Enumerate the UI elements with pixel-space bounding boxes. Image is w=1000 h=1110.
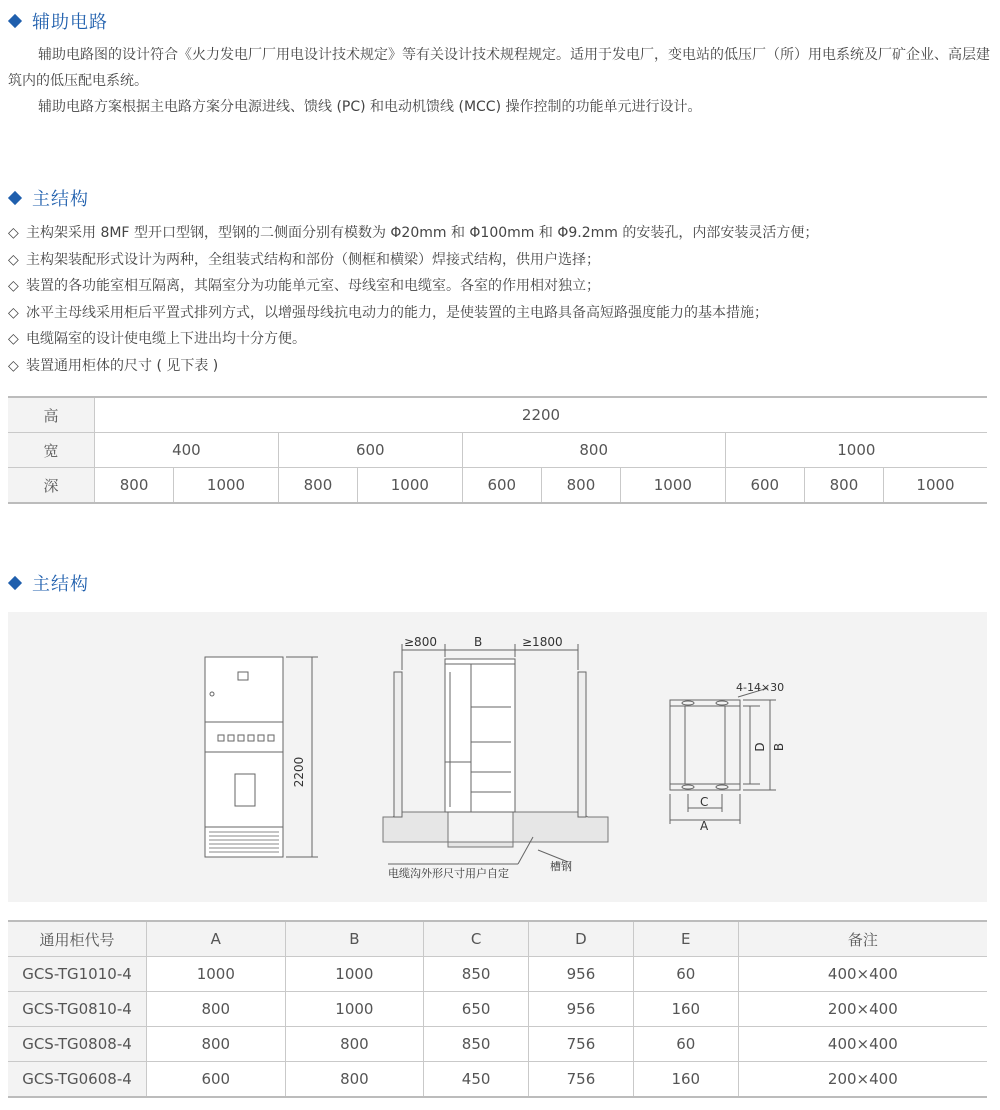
table-cell: GCS-TG0808-4 [8,1027,147,1062]
table-cell: GCS-TG0810-4 [8,992,147,1027]
table-cell: 800 [462,433,725,468]
table-cell: 1000 [285,992,424,1027]
table-cell: 956 [529,992,634,1027]
table-cell: 60 [633,957,738,992]
column-header: A [147,921,286,957]
table-cell: GCS-TG1010-4 [8,957,147,992]
table-row [8,1027,987,1062]
cable-trench-note: 电缆沟外形尺寸用户自定 [388,867,509,880]
section-title: 辅助电路 [32,12,108,33]
table-row [8,1062,987,1098]
diamond-bullet-icon [8,191,22,205]
table-cell: 756 [529,1062,634,1098]
table-row [8,468,987,504]
table-cell: 756 [529,1027,634,1062]
column-header: 通用柜代号 [8,921,147,957]
list-item [8,220,993,247]
c-dimension-label: C [700,795,709,809]
table-cell: 160 [633,992,738,1027]
auxiliary-description [8,42,993,120]
channel-steel-note: 槽钢 [550,860,572,873]
right-gap-label: ≥1800 [522,635,563,649]
table-row [8,957,987,992]
table-cell: 800 [147,1027,286,1062]
section-title: 主结构 [32,574,89,595]
hollow-diamond-icon: ◇ [8,251,19,268]
table-cell: 650 [424,992,529,1027]
hollow-diamond-icon: ◇ [8,357,19,374]
hollow-diamond-icon: ◇ [8,304,19,321]
list-item [8,353,993,380]
table-cell: 60 [633,1027,738,1062]
list-item [8,273,993,300]
row-header: 深 [8,468,95,504]
section-heading-auxiliary [8,8,108,34]
column-header: C [424,921,529,957]
table-cell: 400 [95,433,279,468]
table-cell: 800 [804,468,883,504]
section-title: 主结构 [32,189,89,210]
table-cell: 1000 [884,468,987,504]
height-dimension-label: 2200 [292,756,306,788]
list-item-text: 主构架采用 8MF 型开口型钢，型钢的二侧面分别有模数为 Φ20mm 和 Φ100mm 和 Φ9.2mm 的安装孔，内部安装灵活方便； [26,225,819,241]
structure-drawing-panel [8,612,987,902]
table-cell: 850 [424,1027,529,1062]
table-cell: 800 [95,468,174,504]
structure-bullet-list [8,220,993,379]
list-item-text: 主构架装配形式设计为两种，全组装式结构和部份（侧框和横梁）焊接式结构，供用户选择； [26,251,600,268]
table-cell: 800 [278,468,357,504]
table-cell: 600 [147,1062,286,1098]
list-item [8,300,993,327]
cabinet-spec-table [8,920,987,1098]
list-item-text: 电缆隔室的设计使电缆上下进出均十分方便。 [26,331,306,347]
table-cell: 200×400 [738,992,987,1027]
table-cell: 400×400 [738,1027,987,1062]
table-cell: 160 [633,1062,738,1098]
paragraph: 辅助电路图的设计符合《火力发电厂厂用电设计技术规定》等有关设计技术规程规定。适用于发电厂，变电站的低压厂（所）用电系统及厂矿企业、高层建筑内的低压配电系统。 [8,47,990,89]
hollow-diamond-icon: ◇ [8,331,19,347]
table-cell: 200×400 [738,1062,987,1098]
list-item-text: 冰平主母线采用柜后平置式排列方式，以增强母线抗电动力的能力，是使装置的主电路具备高短路强度能力的基本措施； [26,304,768,321]
d-dimension-label: D [753,742,767,752]
table-cell: 2200 [95,397,988,433]
cabinet-side-view [383,644,608,864]
column-header: B [285,921,424,957]
list-item [8,326,993,353]
list-item-text: 装置通用柜体的尺寸 ( 见下表 ) [26,357,219,374]
table-cell: 1000 [147,957,286,992]
table-cell: 600 [278,433,462,468]
structure-drawing [8,612,987,902]
table-cell: 800 [285,1062,424,1098]
table-cell: 600 [462,468,541,504]
a-dimension-label: A [700,819,709,833]
b-plan-dimension-label: B [772,742,786,752]
section-heading-structure-figure [8,570,89,596]
mounting-hole-label: 4-14×30 [736,681,785,694]
table-cell: GCS-TG0608-4 [8,1062,147,1098]
paragraph: 辅助电路方案根据主电路方案分电源进线、馈线 (PC) 和电动机馈线 (MCC) 操作控制的功能单元进行设计。 [38,99,702,115]
table-header-row [8,921,987,957]
table-cell: 800 [285,1027,424,1062]
table-cell: 600 [725,468,804,504]
table-cell: 1000 [285,957,424,992]
list-item [8,247,993,274]
table-cell: 1000 [358,468,463,504]
table-cell: 850 [424,957,529,992]
table-cell: 800 [147,992,286,1027]
table-row [8,992,987,1027]
table-cell: 450 [424,1062,529,1098]
table-cell: 400×400 [738,957,987,992]
table-cell: 1000 [725,433,987,468]
hollow-diamond-icon: ◇ [8,278,19,294]
row-header: 高 [8,397,95,433]
hollow-diamond-icon: ◇ [8,225,19,241]
b-dimension-label: B [474,635,483,649]
table-cell: 1000 [174,468,279,504]
column-header: 备注 [738,921,987,957]
table-cell: 800 [541,468,620,504]
cabinet-dimension-table [8,396,987,504]
table-row [8,397,987,433]
table-row [8,433,987,468]
cabinet-plan-view [670,688,776,824]
column-header: E [633,921,738,957]
left-gap-label: ≥800 [404,635,437,649]
section-heading-structure [8,185,89,211]
column-header: D [529,921,634,957]
table-cell: 1000 [621,468,726,504]
diamond-bullet-icon [8,576,22,590]
row-header: 宽 [8,433,95,468]
diamond-bullet-icon [8,14,22,28]
list-item-text: 装置的各功能室相互隔离，其隔室分为功能单元室、母线室和电缆室。各室的作用相对独立； [26,278,600,294]
table-cell: 956 [529,957,634,992]
